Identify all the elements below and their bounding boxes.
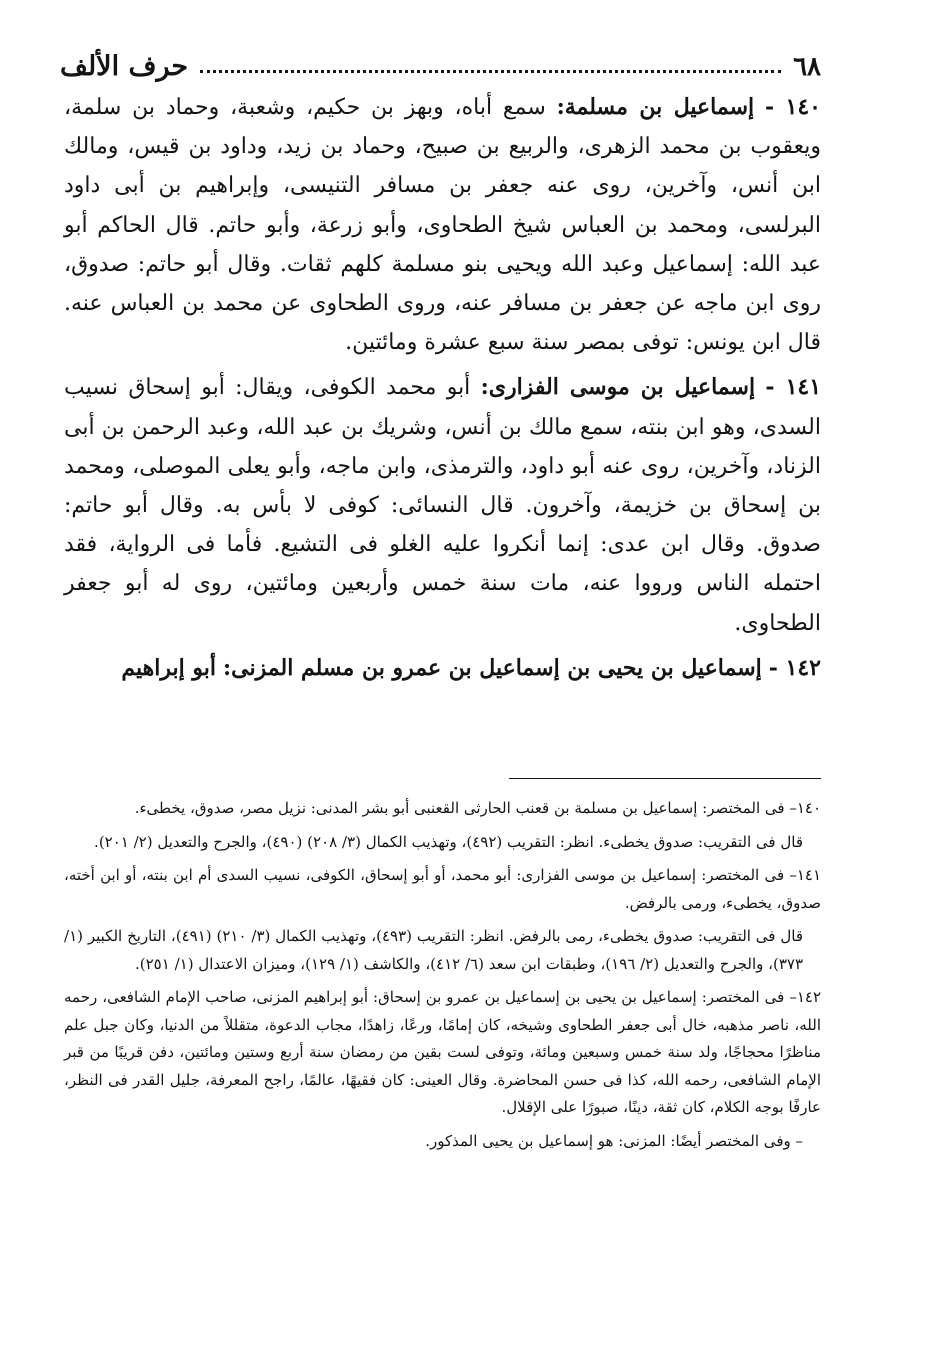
page-number: ٦٨	[793, 52, 821, 82]
footnote: قال فى التقريب: صدوق يخطىء. انظر: التقريب (٤٩٢)، وتهذيب الكمال (٣/ ٢٠٨) (٤٩٠)، والجرح والتعديل (٢/ ٢٠١).	[94, 832, 803, 851]
footnote: – وفى المختصر أيضًا: المزنى: هو إسماعيل بن يحيى المذكور.	[425, 1131, 803, 1150]
entry-140	[64, 88, 821, 362]
entry-number: ١٤١ -	[765, 374, 822, 401]
entry-text: أبو محمد الكوفى، ويقال: أبو إسحاق نسيب السدى، وهو ابن بنته، سمع مالك بن أنس، وشريك بن عبد الله، وعبد الرحمن بن أبى الزناد، وآخرين، روى عنه أبو داود، والترمذى، وابن ماجه، وأبو يعلى الموصلى، ومحمد بن إسحاق بن خزيمة، وآخرون. قال النسائى: كوفى لا بأس به. وقال أبو حاتم: صدوق. وقال ابن عدى: إنما أنكروا عليه الغلو فى التشيع. فأما فى الرواية، فقد احتمله الناس ورووا عنه، مات سنة خمس وأربعين ومائتين، روى له أبو جعفر الطحاوى.	[64, 375, 821, 636]
footnote: ١٤٢– فى المختصر: إسماعيل بن يحيى بن إسماعيل بن عمرو بن إسحاق: أبو إبراهيم المزنى، صاحب الإمام الشافعى، رحمه الله، ناصر مذهبه، خال أبى جعفر الطحاوى وشيخه، كان إمامًا، ورعًا، زاهدًا، مجاب الدعوة، متقللاً من الدنيا، وكان جبل علم مناظرًا محجاجًا، ولد سنة خمس وسبعين ومائة، وتوفى لست بقين من رمضان سنة أربع وستين ومائتين، دفن قريبًا من قبر الإمام الشافعى، رحمه الله، كذا فى حسن المحاضرة. وقال العينى: كان فقيهًا، عالمًا، راجح المعرفة، جليل القدر فى النظر، عارفًا بوجه الكلام، كان ثقة، دينًا، صبورًا على الإقلال.	[64, 988, 821, 1116]
running-header	[60, 36, 821, 80]
entry-142	[64, 649, 821, 688]
footnote-separator	[509, 778, 821, 779]
entry-text: أبو إبراهيم	[121, 654, 217, 681]
footnote: قال فى التقريب: صدوق يخطىء، رمى بالرفض. انظر: التقريب (٤٩٣)، وتهذيب الكمال (٣/ ٢١٠) (٤٩١)، التاريخ الكبير (١/ ٣٧٣)، والجرح والتعديل (٢/ ١٩٦)، وطبقات ابن سعد (٦/ ٤١٢)، والكاشف (١/ ١٢٩)، وميزان الاعتدال (١/ ٢٥١).	[64, 927, 803, 973]
entry-name: إسماعيل بن يحيى بن إسماعيل بن عمرو بن مسلم المزنى:	[223, 654, 762, 681]
section-title: حرف الألف	[60, 51, 189, 82]
entry-number: ١٤٢ -	[768, 654, 821, 681]
footnote: ١٤١– فى المختصر: إسماعيل بن موسى الفزارى: أبو محمد، أو أبو إسحاق، الكوفى، نسيب السدى أم ابن بنته، أو ابن أخته، صدوق، يخطىء، ورمى بالرفض.	[64, 866, 821, 912]
entry-text: سمع أباه، وبهز بن حكيم، وشعبة، وحماد بن سلمة، ويعقوب بن محمد الزهرى، والربيع بن صبيح، وحماد بن زيد، وداود بن قيس، ومالك ابن أنس، وآخرين، روى عنه جعفر بن مسافر التنيسى، وإبراهيم بن أبى داود البرلسى، ومحمد بن العباس شيخ الطحاوى، وأبو زرعة، وأبو حاتم. قال الحاكم أبو عبد الله: إسماعيل وعبد الله ويحيى بنو مسلمة كلهم ثقات. وقال أبو حاتم: صدوق، روى ابن ماجه عن جعفر بن مسافر عنه، وروى الطحاوى عن محمد بن العباس عنه. قال ابن يونس: توفى بمصر سنة سبع عشرة ومائتين.	[64, 95, 821, 356]
footnotes	[64, 795, 821, 1161]
entry-number: ١٤٠ -	[764, 94, 821, 120]
entry-141	[64, 368, 821, 642]
entry-name: إسماعيل بن مسلمة:	[556, 94, 755, 120]
entry-name: إسماعيل بن موسى الفزارى:	[480, 374, 756, 401]
header-dot-leader	[200, 70, 781, 73]
footnote: ١٤٠– فى المختصر: إسماعيل بن مسلمة بن قعنب الحارثى القعنبى أبو بشر المدنى: نزيل مصر، صدوق، يخطىء.	[134, 799, 821, 817]
main-text	[64, 88, 821, 694]
